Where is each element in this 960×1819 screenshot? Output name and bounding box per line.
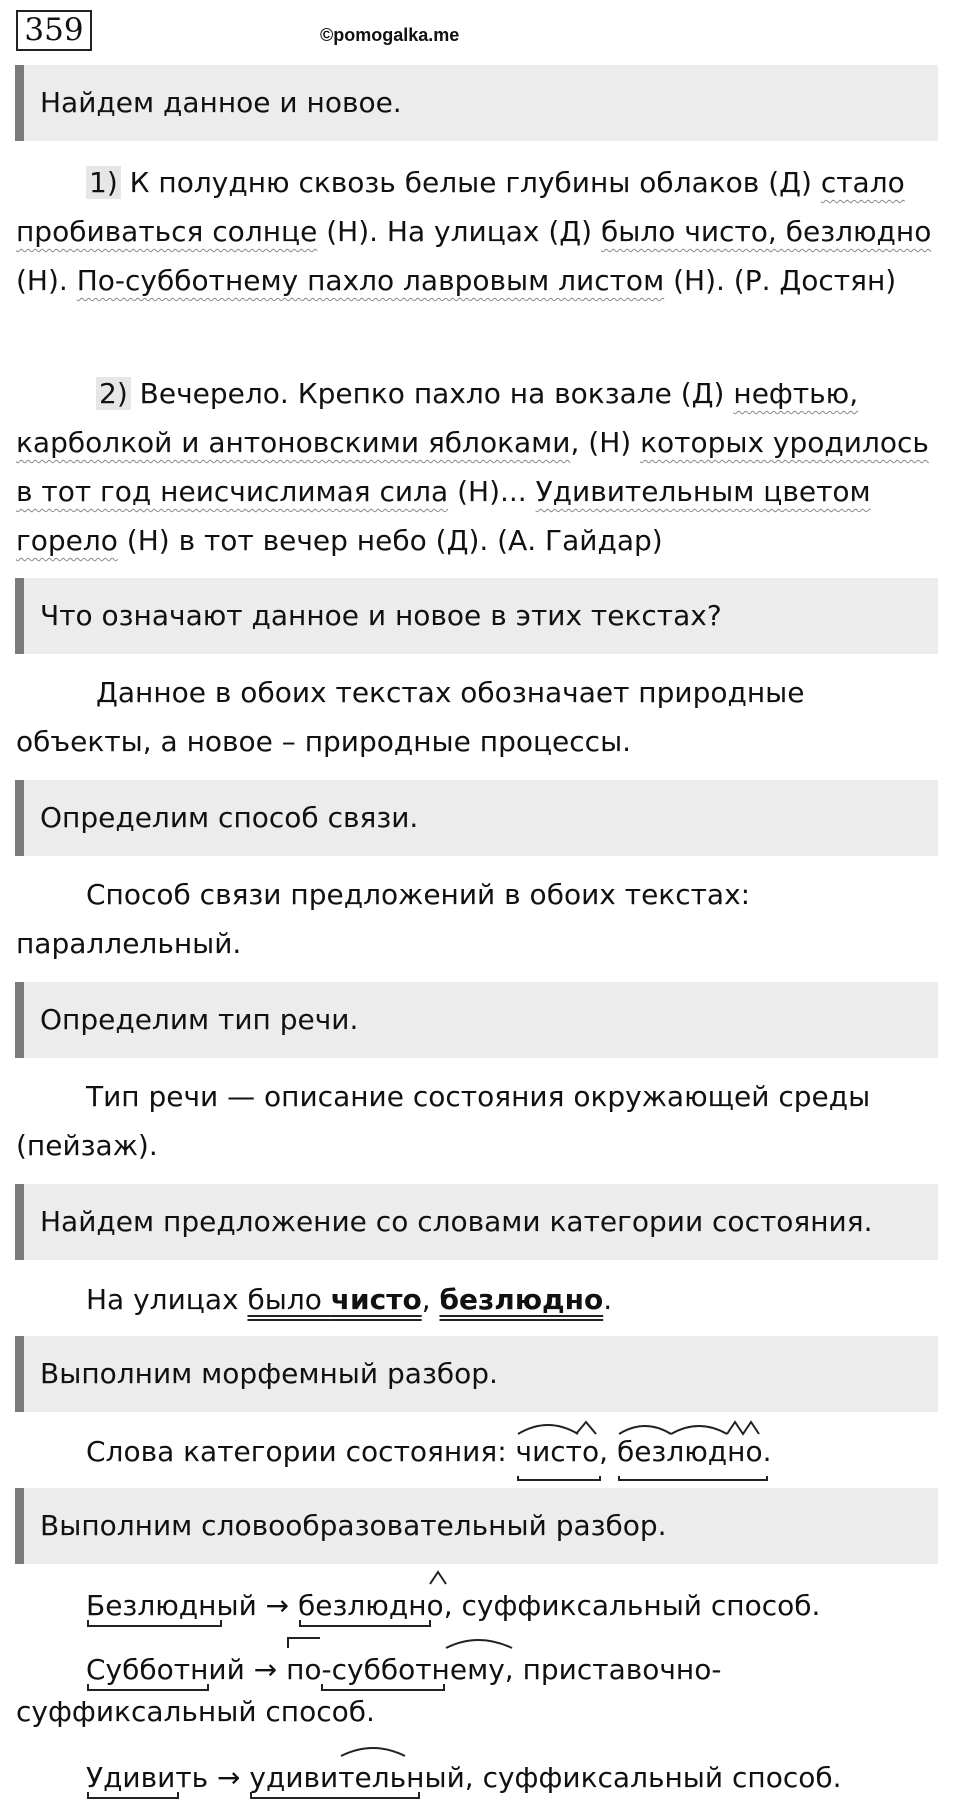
answer-speech-type: Тип речи — описание состояния окружающей среды (пейзаж). — [16, 1080, 871, 1162]
sentence-part: , — [421, 1283, 440, 1316]
text-1 — [16, 158, 946, 305]
heading-speech-type: Определим тип речи. — [15, 982, 938, 1058]
watermark: ©pomogalka.me — [320, 25, 460, 45]
sentence-part: На улицах — [86, 1283, 248, 1316]
derivation-result-text: безлюдно — [298, 1589, 444, 1622]
text-2 — [16, 369, 946, 565]
text-1-new-part: стало пробиваться солнце — [16, 166, 905, 248]
derivation-result — [298, 1586, 444, 1626]
derivation-3 — [16, 1758, 842, 1798]
answer-morpheme — [16, 1432, 772, 1472]
morpheme-word-text: чисто — [515, 1435, 600, 1468]
text-1-new-part: По-субботнему пахло лавровым листом — [76, 264, 665, 297]
text-2-new-part: нефтью, карболкой и антоновскими яблоками — [16, 377, 859, 459]
derivation-source — [86, 1758, 208, 1798]
sentence-part: . — [603, 1283, 613, 1316]
derivation-source-text: Субботний — [86, 1653, 245, 1686]
answer-state-words — [16, 1280, 612, 1320]
derivation-arrow: → — [244, 1653, 287, 1686]
text-2-new-part: Удивительным цветом горело — [16, 475, 871, 557]
morpheme-marks — [298, 1568, 448, 1638]
morpheme-marks — [249, 1740, 469, 1810]
state-word: чисто — [330, 1283, 422, 1316]
text-1-number: 1) — [86, 166, 121, 199]
derivation-result-text: по-субботнему — [286, 1653, 505, 1686]
sentence-part: , — [599, 1435, 617, 1468]
heading-morpheme: Выполним морфемный разбор. — [15, 1336, 938, 1412]
derivation-2-continued: суффиксальный способ. — [16, 1695, 375, 1728]
text-2-part: (Н) в тот вечер небо (Д). (А. Гайдар) — [126, 524, 663, 557]
derivation-source — [86, 1650, 245, 1690]
heading-state-words: Найдем предложение со словами категории состояния. — [15, 1184, 938, 1260]
heading-word-formation: Выполним словообразовательный разбор. — [15, 1488, 938, 1564]
derivation-arrow: → — [208, 1761, 250, 1794]
derivation-source-text: Удивить — [86, 1761, 209, 1794]
text-2-new-part: которых уродилось в тот год неисчислимая сила — [16, 426, 929, 508]
text-1-part: (Н). На улицах (Д) — [326, 215, 593, 248]
derivation-method: , суффиксальный способ. — [464, 1761, 842, 1794]
text-1-new-part: было чисто, безлюдно — [601, 215, 932, 248]
sentence-part: . — [762, 1435, 772, 1468]
morpheme-marks — [617, 1414, 777, 1484]
predicate-part: было — [247, 1283, 331, 1316]
derivation-source-text: Безлюдный — [86, 1589, 257, 1622]
state-word: безлюдно — [439, 1283, 604, 1316]
derivation-method: , суффиксальный способ. — [443, 1589, 821, 1622]
text-2-part: (Н)... — [457, 475, 527, 508]
answer-meaning: Данное в обоих текстах обозначает природные объекты, а новое – природные процессы. — [16, 676, 805, 758]
heading-connection: Определим способ связи. — [15, 780, 938, 856]
derivation-result — [249, 1758, 464, 1798]
derivation-source — [86, 1586, 257, 1626]
derivation-result — [286, 1650, 505, 1690]
derivation-2 — [16, 1650, 721, 1690]
derivation-arrow: → — [256, 1589, 299, 1622]
text-2-number: 2) — [96, 377, 131, 410]
morpheme-word-1 — [516, 1432, 600, 1472]
morpheme-marks — [516, 1414, 606, 1484]
text-2-part: Вечерело. Крепко пахло на вокзале (Д) — [139, 377, 725, 410]
text-1-part: (Н). — [16, 264, 68, 297]
derivation-method: , приставочно- — [504, 1653, 722, 1686]
page-number: 359 — [16, 10, 92, 51]
derivation-1 — [16, 1586, 820, 1626]
sentence-part: Слова категории состояния: — [86, 1435, 516, 1468]
answer-connection: Способ связи предложений в обоих текстах: параллельный. — [16, 878, 751, 960]
derivation-result-text: удивительный — [249, 1761, 465, 1794]
task-heading-given-new: Найдем данное и новое. — [15, 65, 938, 141]
morpheme-word-text: безлюдно — [616, 1435, 763, 1468]
morpheme-marks — [86, 1740, 226, 1810]
morpheme-word-2 — [617, 1432, 763, 1472]
text-2-part: , (Н) — [570, 426, 632, 459]
text-1-part: К полудню сквозь белые глубины облаков (Д) — [129, 166, 812, 199]
morpheme-marks — [86, 1568, 226, 1638]
text-1-part: (Н). (Р. Достян) — [673, 264, 897, 297]
question-heading: Что означают данное и новое в этих текстах? — [15, 578, 938, 654]
